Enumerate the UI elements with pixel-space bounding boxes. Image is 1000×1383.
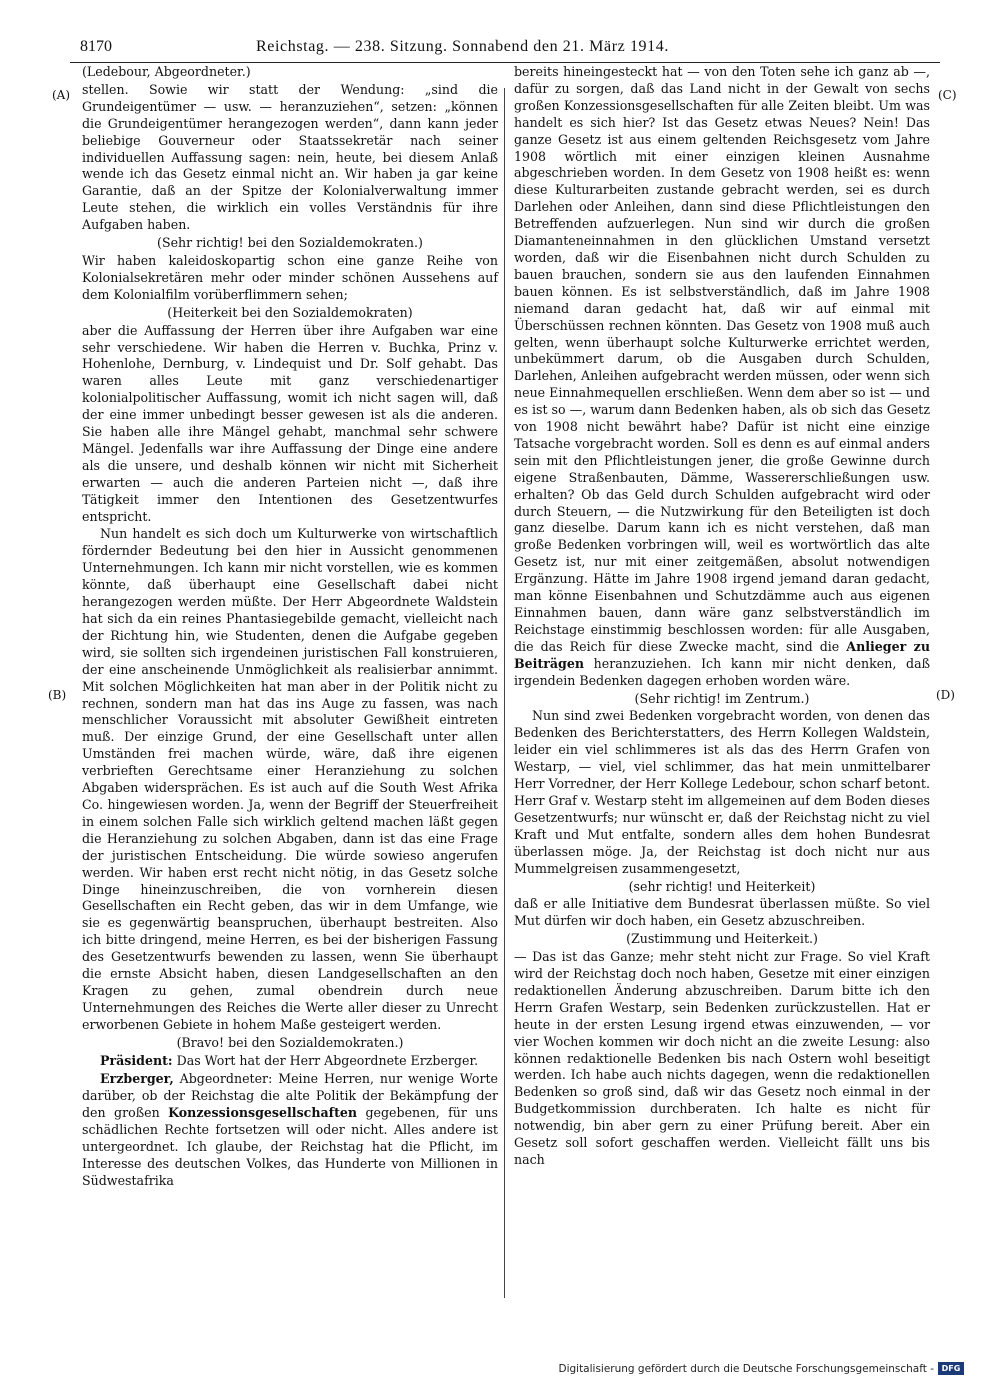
speaker-name: Erzberger, — [100, 1071, 174, 1087]
column-divider — [504, 88, 505, 1298]
margin-mark-a: (A) — [52, 88, 71, 102]
interjection: (Sehr richtig! bei den Sozialdemokraten.) — [157, 235, 423, 251]
left-column — [82, 64, 498, 1191]
right-column — [514, 64, 930, 1170]
president-statement — [82, 1053, 498, 1070]
paragraph: Wir haben kaleidoskopartig schon eine ganze Reihe von Kolonialsekretären mehr oder minder schönen Aussehens auf dem Kolonialfilm vorüberflimmern sehen; — [82, 252, 498, 302]
speech-erzberger — [82, 1071, 498, 1189]
margin-mark-d: (D) — [936, 688, 955, 702]
statement-text: Das Wort hat der Herr Abgeordnete Erzberger. — [172, 1052, 479, 1068]
interjection: (Zustimmung und Heiterkeit.) — [626, 931, 818, 947]
speech-text: bereits hineingesteckt hat — von den Toten sehe ich ganz ab —, dafür zu sorgen, daß das Land nicht in der Gewalt von sechs großen Konzessionsgesellschaften für alle Zeiten bleibt. Um was handelt es sich hier? Ist das Gesetz etwas Neues? Nein! Das ganze Gesetz ist aus einem geltenden Reichsgesetz vom Jahre 1908 wörtlich mit einer einzigen kleinen Ausnahme abgeschrieben worden. In dem Gesetz von 1908 heißt es: wenn diese Kulturarbeiten zustande gebracht werden, sei es durch Darlehen oder Anleihen, dann sind diese Pflichtleistungen den Betreffenden aufzuerlegen. Nun sind wir durch die großen Diamanteneinnahmen in den glücklichen Umstand versetzt worden, daß wir die Eisenbahnen nicht durch Schulden zu bauen brauchen, sondern sie aus den laufenden Einnahmen bauen können. Es ist selbstverständlich, daß im Jahre 1908 niemand daran gedacht hat, daß wir auf einmal mit Überschüssen rechnen könnten. Das Gesetz von 1908 muß auch gelten, wenn überhaupt solche Kulturwerke errichtet werden, unbekümmert darum, ob die Ausgaben durch Schulden, Darlehen, Anleihen aufgebracht werden müssen, oder wenn sich neue Einnahmequellen erschließen. Wenn dem aber so ist — und es ist so —, warum dann Bedenken haben, als ob sich das Gesetz von 1908 nicht bewährt habe? Dafür ist nicht eine einzige Tatsache vorgebracht worden. Soll es denn es auf einmal anders sein mit den Pflichtleistungen jener, die große Gewinne durch eigene Straßenbauten, Dämme, Wassererschließungen usw. erhalten? Ob das Geld durch Schulden aufgebracht wird oder durch Steuern, — die Nutzwirkung für den Beteiligten ist doch ganz dieselbe. Darum kann ich es nicht verstehen, daß man große Bedenken vorbringen will, weil es wortwörtlich das alte Gesetz ist, nur mit einer zeitgemäßen, absolut notwendigen Ergänzung. Hätte im Jahre 1908 irgend jemand daran gedacht, man könne Eisenbahnen und Schutzdämme auch aus eigenen Einnahmen bauen, dann wäre ganz selbstverständlich im Reichstage einstimmig beschlossen worden: für alle Ausgaben, die das Reich für diese Zwecke macht, sind die — [514, 64, 931, 654]
paragraph: aber die Auffassung der Herren über ihre Aufgaben war eine sehr verschiedene. Wir haben die Herren v. Buchka, Prinz v. Hohenlohe, Dernburg, v. Lindequist und Dr. Solf gehabt. Das waren alles Leute mit ganz verschiedenartiger kolonialpolitischer Auffassung, womit ich nicht sagen will, daß der eine immer unbedingt besser gewesen ist als die anderen. Sie haben alle ihre Mängel gehabt, manchmal sehr schwere Mängel. Jedenfalls war ihre Auffassung der Dinge eine andere als die unsere, und deshalb können wir nicht mit Sicherheit erwarten — auch die anderen Parteien nicht —, daß ihre Tätigkeit immer den Intentionen des Gesetzentwurfes entspricht. — [82, 322, 498, 524]
paragraph: Nun handelt es sich doch um Kulturwerke von wirtschaftlich fördernder Bedeutung bei den hier in Aussicht genommenen Unternehmungen. Ich kann mir nicht vorstellen, wie es kommen könnte, daß überhaupt eine Gesellschaft dabei nicht herangezogen werden müßte. Der Herr Abgeordnete Waldstein hat sich da ein reines Phantasiegebilde gemacht, vielleicht nach der Richtung hin, wie Studenten, denen die Aufgabe gegeben wird, sie sollten sich irgendeinen juristischen Fall konstruieren, der eine anscheinende Unmöglichkeit als realisierbar annimmt. Mit solchen Möglichkeiten hat man aber in der Politik nicht zu rechnen, sondern man hat das ins Auge zu fassen, was nach menschlicher Voraussicht mit absoluter Gewißheit eintreten muß. Der einzige Grund, der eine Gesellschaft unter allen Umständen frei machen würde, wäre, daß ihre eigenen verbrieften Gerechtsame einer Heranziehung zu solchen Abgaben widersprächen. Es ist auch auf die South West Afrika Co. hingewiesen worden. Ja, wenn der Begriff der Steuerfreiheit in einem solchen Falle sich wirklich geltend machen läßt gegen die Heranziehung zu solchen Abgaben, dann ist das eine Frage der juristischen Entscheidung. Die würde sowieso angerufen werden. Wir haben erst recht nicht nötig, in das Gesetz solche Dinge hineinzuschreiben, die von vornherein diesen Gesellschaften ein Recht geben, das wir in dem Umfange, wie sie es gegenwärtig beanspruchen, überhaupt bestreiten. Also ich bitte dringend, meine Herren, es bei der bisherigen Fassung des Gesetzentwurfs bewenden zu lassen, wenn Sie überhaupt die ernste Absicht haben, diesen Landgesellschaften an den Kragen zu gehen, zumal obendrein durch neue Unternehmungen des Reiches die Werte aller dieser zu Unrecht erworbenen Gebiete in hohem Maße gesteigert werden. — [82, 526, 498, 1032]
speech-text: heranzuziehen. Ich kann mir nicht denken, daß irgendein Bedenken dagegen erhoben worden wäre. — [514, 655, 930, 688]
interjection: (Bravo! bei den Sozialdemokraten.) — [176, 1034, 404, 1050]
paragraph: daß er alle Initiative dem Bundesrat überlassen müßte. So viel Mut dürfen wir doch haben, ein Gesetz abzuschreiben. — [514, 896, 930, 929]
running-title: Reichstag. — 238. Sitzung. Sonnabend den 21. März 1914. — [256, 38, 669, 55]
emphasis-term: Konzessionsgesellschaften — [168, 1105, 358, 1121]
margin-mark-c: (C) — [938, 88, 957, 102]
speaker-note: (Ledebour, Abgeordneter.) — [82, 64, 251, 79]
interjection: (sehr richtig! und Heiterkeit) — [628, 878, 816, 894]
interjection: (Sehr richtig! im Zentrum.) — [634, 690, 810, 706]
speaker-name: Präsident: — [100, 1052, 173, 1068]
interjection: (Heiterkeit bei den Sozialdemokraten) — [167, 304, 413, 320]
paragraph: stellen. Sowie wir statt der Wendung: „sind die Grundeigentümer — usw. — heranzuziehen“, setzen: „können die Grundeigentümer herangezogen werden“, dann kann jeder beliebige Gouverneur oder Staatssekretär nach seiner individuellen Auffassung sagen: nein, heute, bei diesem Anlaß wende ich das Gesetz einmal nicht an. Wir haben ja gar keine Garantie, daß an der Spitze der Kolonialverwaltung immer Leute stehen, die wirklich ein volles Verständnis für ihre Aufgaben haben. — [82, 81, 498, 233]
paragraph: Nun sind zwei Bedenken vorgebracht worden, von denen das Bedenken des Berichterstatters, des Herrn Kollegen Waldstein, leider ein viel schlimmeres ist als das des Herrn Grafen von Westarp, — viel, viel schlimmer, das hat mein unmittelbarer Herr Vorredner, der Herr Kollege Ledebour, schon scharf betont. Herr Graf v. Westarp steht im allgemeinen auf dem Boden dieses Gesetzentwurfs; nur wünscht er, daß der Reichstag nicht zu viel Kraft und Mut entfalte, sondern alles dem hohen Bundesrat überlassen möge. Ja, der Reichstag ist doch nicht nur aus Mummelgreisen zusammengesetzt, — [514, 708, 930, 876]
footer-text: Digitalisierung gefördert durch die Deutsche Forschungsgemeinschaft - — [558, 1362, 934, 1375]
page-header — [70, 36, 940, 63]
speech-text: Abgeordneter: Meine Herren, nur wenige Worte darüber, ob der Reichstag die alte Politik der Bekämpfung der den großen — [82, 1071, 498, 1121]
speech-text: gegebenen, für uns schädlichen Rechte fortsetzen will oder nicht. Alles andere ist untergeordnet. Ich glaube, der Reichstag hat die Pflicht, im Interesse des deutschen Volkes, das Hunderte von Millionen in Südwestafrika — [82, 1105, 498, 1188]
dfg-logo: DFG — [938, 1362, 964, 1375]
digitization-footer — [558, 1362, 964, 1375]
paragraph — [514, 64, 930, 690]
paragraph: — Das ist das Ganze; mehr steht nicht zur Frage. So viel Kraft wird der Reichstag doch noch haben, Gesetze mit einer einzigen redaktionellen Änderung abzuschreiben. Darum bitte ich den Herrn Grafen Westarp, sein Bedenken zurückzustellen. Hat er heute in der ersten Lesung irgend etwas einzuwenden, — vor vier Wochen kommen wir doch nicht an die zweite Lesung: also können redaktionelle Bedenken bis nach Ostern wohl beseitigt werden. Ich habe auch nichts dagegen, wenn die redaktionellen Bedenken so groß sind, daß wir das Gesetz noch einmal in der Budgetkommission durchberaten. Ich halte es nicht für notwendig, bin aber gern zu einer Prüfung bereit. Aber ein Gesetz soll sofort geschaffen werden. Vielleicht fällt uns bis nach — [514, 949, 930, 1167]
emphasis-term: Anlieger zu Beiträgen — [514, 638, 930, 671]
page-number: 8170 — [80, 38, 112, 55]
margin-mark-b: (B) — [48, 688, 67, 702]
